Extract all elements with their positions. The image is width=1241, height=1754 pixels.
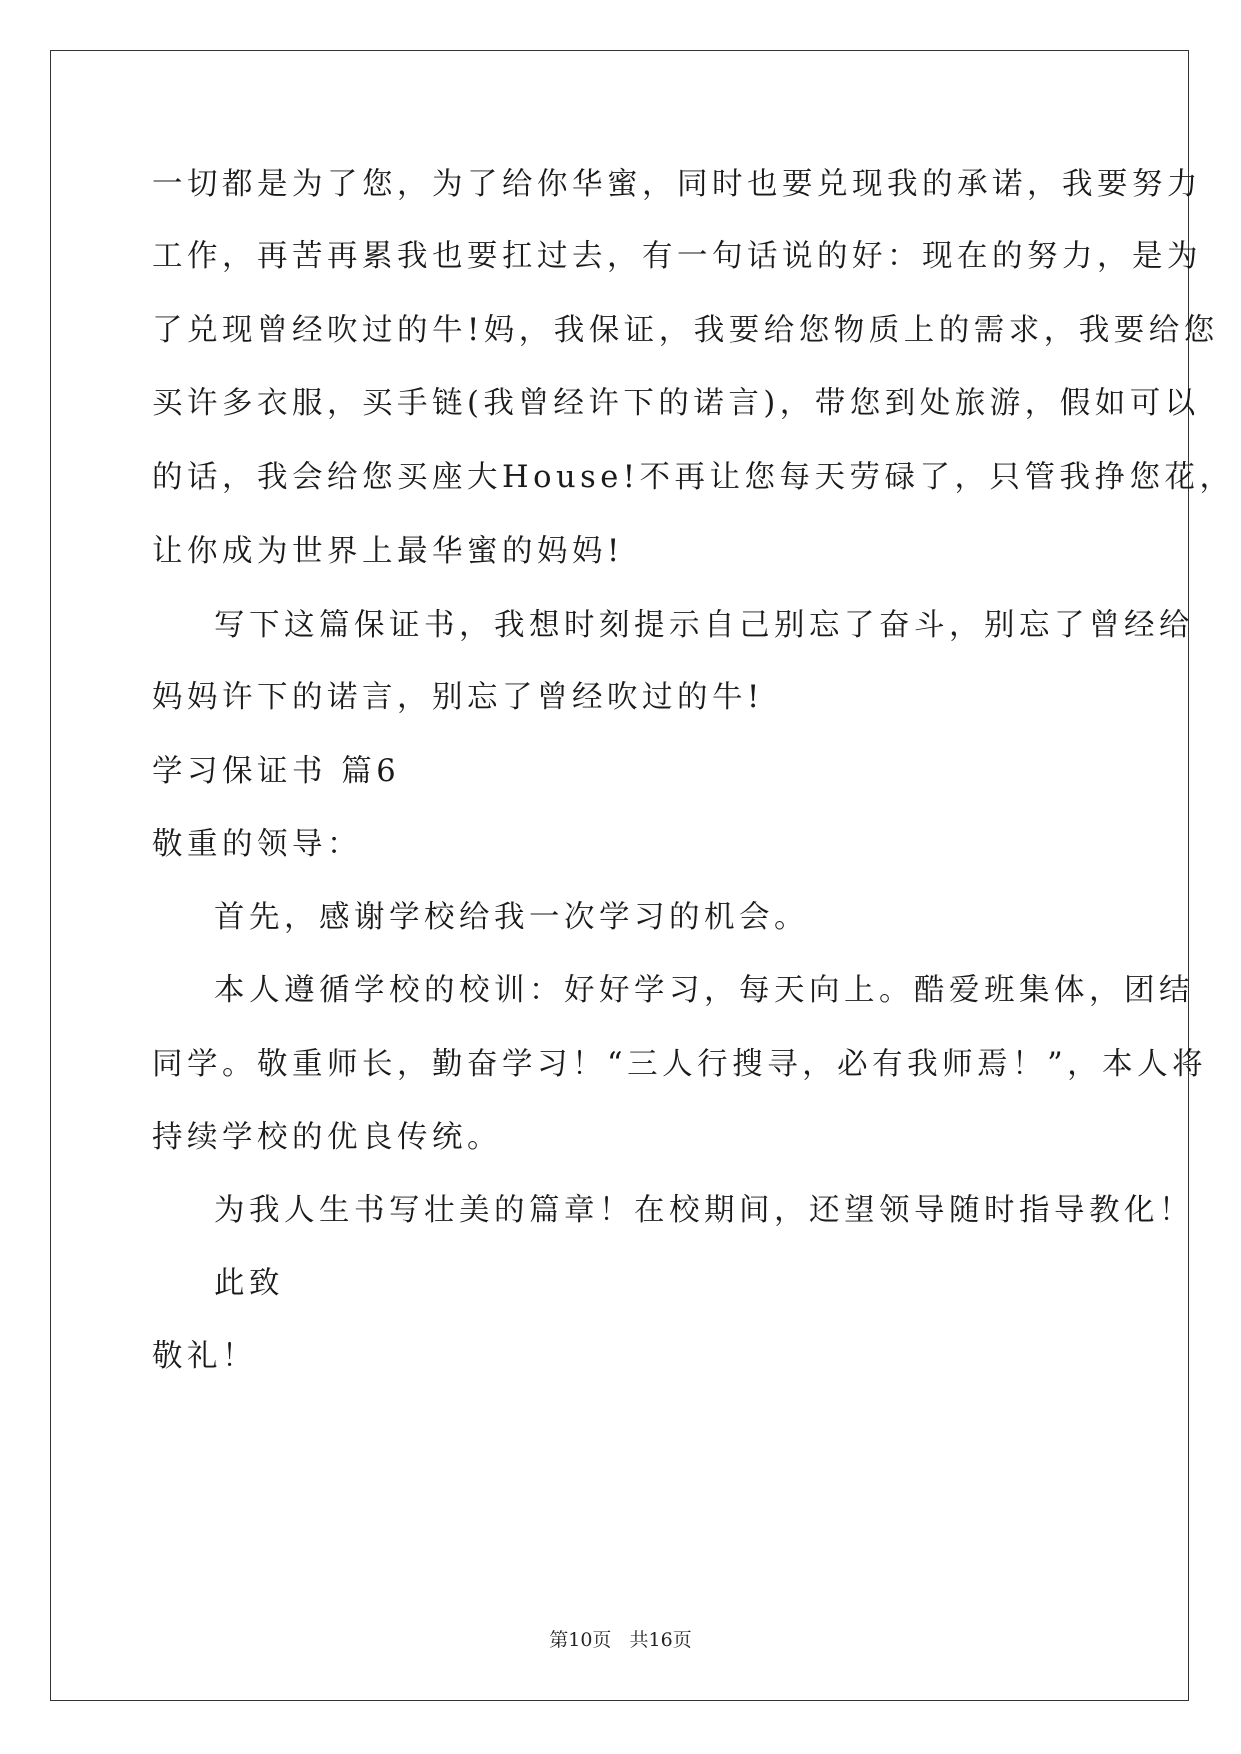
body-line: 妈妈许下的诺言，别忘了曾经吹过的牛! [152, 680, 764, 715]
paragraph-start-line: 本人遵循学校的校训：好好学习，每天向上。酷爱班集体，团结 [214, 973, 1194, 1008]
body-line: 工作，再苦再累我也要扛过去，有一句话说的好：现在的努力，是为 [152, 239, 1202, 274]
page-border [50, 50, 1189, 1701]
body-line: 的话，我会给您买座大House!不再让您每天劳碌了，只管我挣您花， [152, 460, 1235, 495]
paragraph-start-line: 写下这篇保证书，我想时刻提示自己别忘了奋斗，别忘了曾经给 [214, 608, 1194, 643]
paragraph-start-line: 首先，感谢学校给我一次学习的机会。 [214, 900, 809, 935]
body-line: 买许多衣服，买手链(我曾经许下的诺言)，带您到处旅游，假如可以 [152, 386, 1200, 421]
body-line: 持续学校的优良传统。 [152, 1120, 502, 1155]
body-line: 一切都是为了您，为了给你华蜜，同时也要兑现我的承诺，我要努力 [152, 167, 1202, 202]
closing-phrase: 此致 [214, 1266, 284, 1301]
paragraph-start-line: 为我人生书写壮美的篇章！在校期间，还望领导随时指导教化！ [214, 1193, 1194, 1228]
closing-salute: 敬礼！ [152, 1339, 257, 1374]
salutation: 敬重的领导： [152, 827, 362, 862]
page-number-footer: 第10页 共16页 [549, 1629, 692, 1651]
body-line: 让你成为世界上最华蜜的妈妈! [152, 534, 624, 569]
body-line: 了兑现曾经吹过的牛!妈，我保证，我要给您物质上的需求，我要给您 [152, 313, 1219, 348]
body-line: 同学。敬重师长，勤奋学习！“三人行搜寻，必有我师焉！”，本人将 [152, 1047, 1208, 1082]
section-title: 学习保证书 篇6 [152, 754, 401, 789]
